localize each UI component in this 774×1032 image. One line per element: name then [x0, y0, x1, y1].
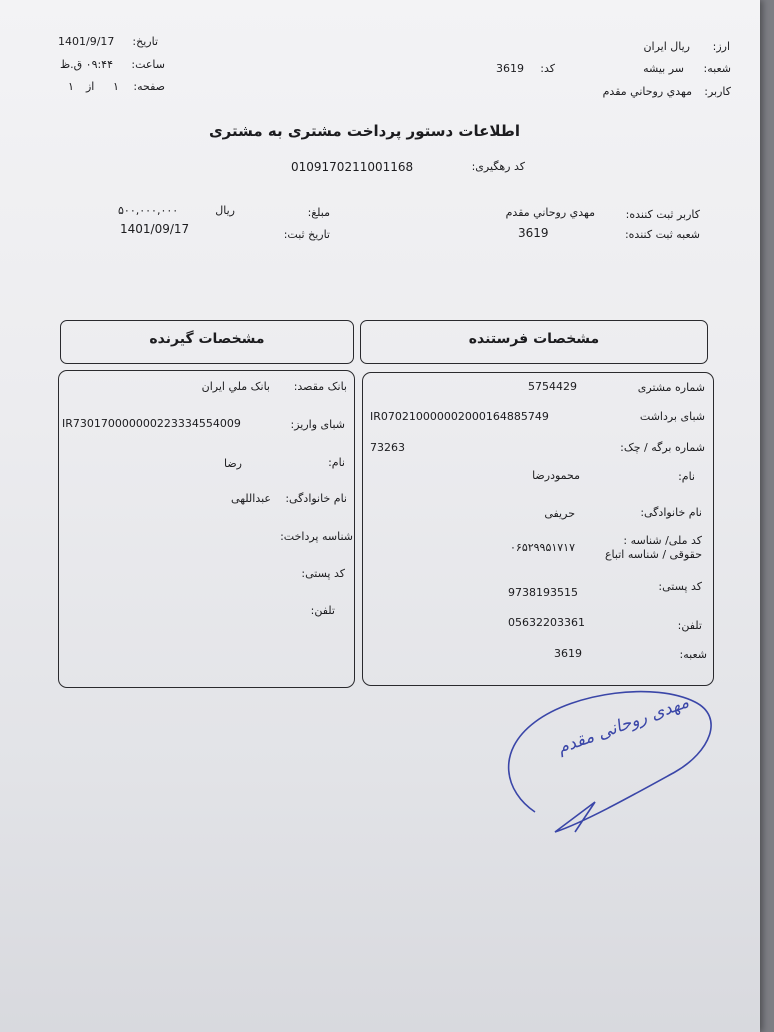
time-label: ساعت:: [131, 58, 165, 71]
user-value: مهدي روحاني مقدم: [602, 85, 692, 98]
document-title: اطلاعات دستور پرداخت مشتری به مشتری: [208, 122, 520, 140]
sender-heading: مشخصات فرستنده: [468, 331, 600, 347]
page-of: از: [86, 80, 95, 93]
amount-unit: ریال: [215, 204, 235, 217]
sender-phone: 05632203361: [508, 616, 585, 629]
user-label: کاربر:: [704, 85, 731, 98]
sender-sheba: IR070210000002000164885749: [370, 410, 549, 423]
receiver-phone-label: تلفن:: [310, 604, 335, 617]
receiver-heading: مشخصات گیرنده: [149, 331, 265, 347]
sender-customer-no: 5754429: [528, 380, 577, 393]
code-value: 3619: [496, 62, 524, 75]
sender-phone-label: تلفن:: [677, 619, 702, 632]
receiver-name-label: نام:: [328, 456, 345, 469]
sender-branch: 3619: [554, 647, 582, 660]
sender-cheque: 73263: [370, 441, 405, 454]
sender-sheba-label: شبای برداشت: [639, 410, 705, 423]
receiver-postal-label: کد پستی:: [301, 567, 345, 580]
amount-label: مبلغ:: [307, 206, 330, 219]
sender-family: حریفی: [544, 507, 575, 520]
branch-value: سر بیشه: [643, 62, 684, 75]
code-label: کد:: [540, 62, 555, 75]
registrar-value: مهدي روحاني مقدم: [505, 206, 595, 219]
sender-national-id: ۰۶۵۲۹۹۵۱۷۱۷: [510, 541, 575, 554]
sender-family-label: نام خانوادگی:: [640, 506, 702, 519]
sender-cheque-label: شماره برگه / چک:: [620, 441, 705, 454]
receiver-sheba: IR730170000000223334554009: [62, 417, 241, 430]
receiver-family-label: نام خانوادگی:: [285, 492, 347, 505]
sender-national-id-label2: حقوقی / شناسه اتباع: [604, 548, 702, 561]
reg-branch-value: 3619: [518, 226, 549, 240]
branch-label: شعبه:: [703, 62, 731, 75]
reg-branch-label: شعبه ثبت کننده:: [624, 228, 700, 241]
receiver-heading-box: [60, 320, 354, 364]
amount-value: ۵۰۰,۰۰۰,۰۰۰: [118, 204, 179, 217]
sender-postal: 9738193515: [508, 586, 578, 599]
page-label: صفحه:: [133, 80, 165, 93]
tracking-value: 0109170211001168: [291, 160, 414, 174]
date-label: تاریخ:: [132, 35, 158, 48]
registrar-label: کاربر ثبت کننده:: [625, 208, 700, 221]
receiver-sheba-label: شبای واریز:: [290, 418, 345, 431]
sender-national-id-label: کد ملی/ شناسه :: [623, 534, 702, 547]
sender-name: محمودرضا: [532, 469, 580, 482]
reg-date-value: 1401/09/17: [120, 222, 190, 236]
receiver-payment-id-label: شناسه پرداخت:: [280, 530, 353, 543]
reg-date-label: تاریخ ثبت:: [283, 228, 330, 241]
page-current: ۱: [113, 80, 119, 93]
receiver-family: عبداللهی: [231, 492, 271, 505]
sender-branch-label: شعبه:: [679, 648, 707, 661]
handwritten-signature: [495, 682, 725, 842]
page-total: ۱: [68, 80, 74, 93]
currency-value: ریال ایران: [643, 40, 690, 53]
receiver-bank: بانک ملي ايران: [201, 380, 270, 393]
sender-customer-no-label: شماره مشتری: [637, 381, 705, 394]
sender-heading-box: [360, 320, 708, 364]
date-value: 1401/9/17: [58, 35, 115, 48]
tracking-label: کد رهگیری:: [471, 160, 525, 173]
signature-text: مهدی روحانی مقدم: [554, 692, 692, 759]
receiver-bank-label: بانک مقصد:: [293, 380, 347, 393]
time-value: ۰۹:۴۴ ق.ظ: [59, 58, 113, 71]
receiver-name: رضا: [223, 457, 242, 470]
sender-postal-label: کد پستی:: [658, 580, 702, 593]
sender-name-label: نام:: [678, 470, 695, 483]
currency-label: ارز:: [712, 40, 730, 53]
